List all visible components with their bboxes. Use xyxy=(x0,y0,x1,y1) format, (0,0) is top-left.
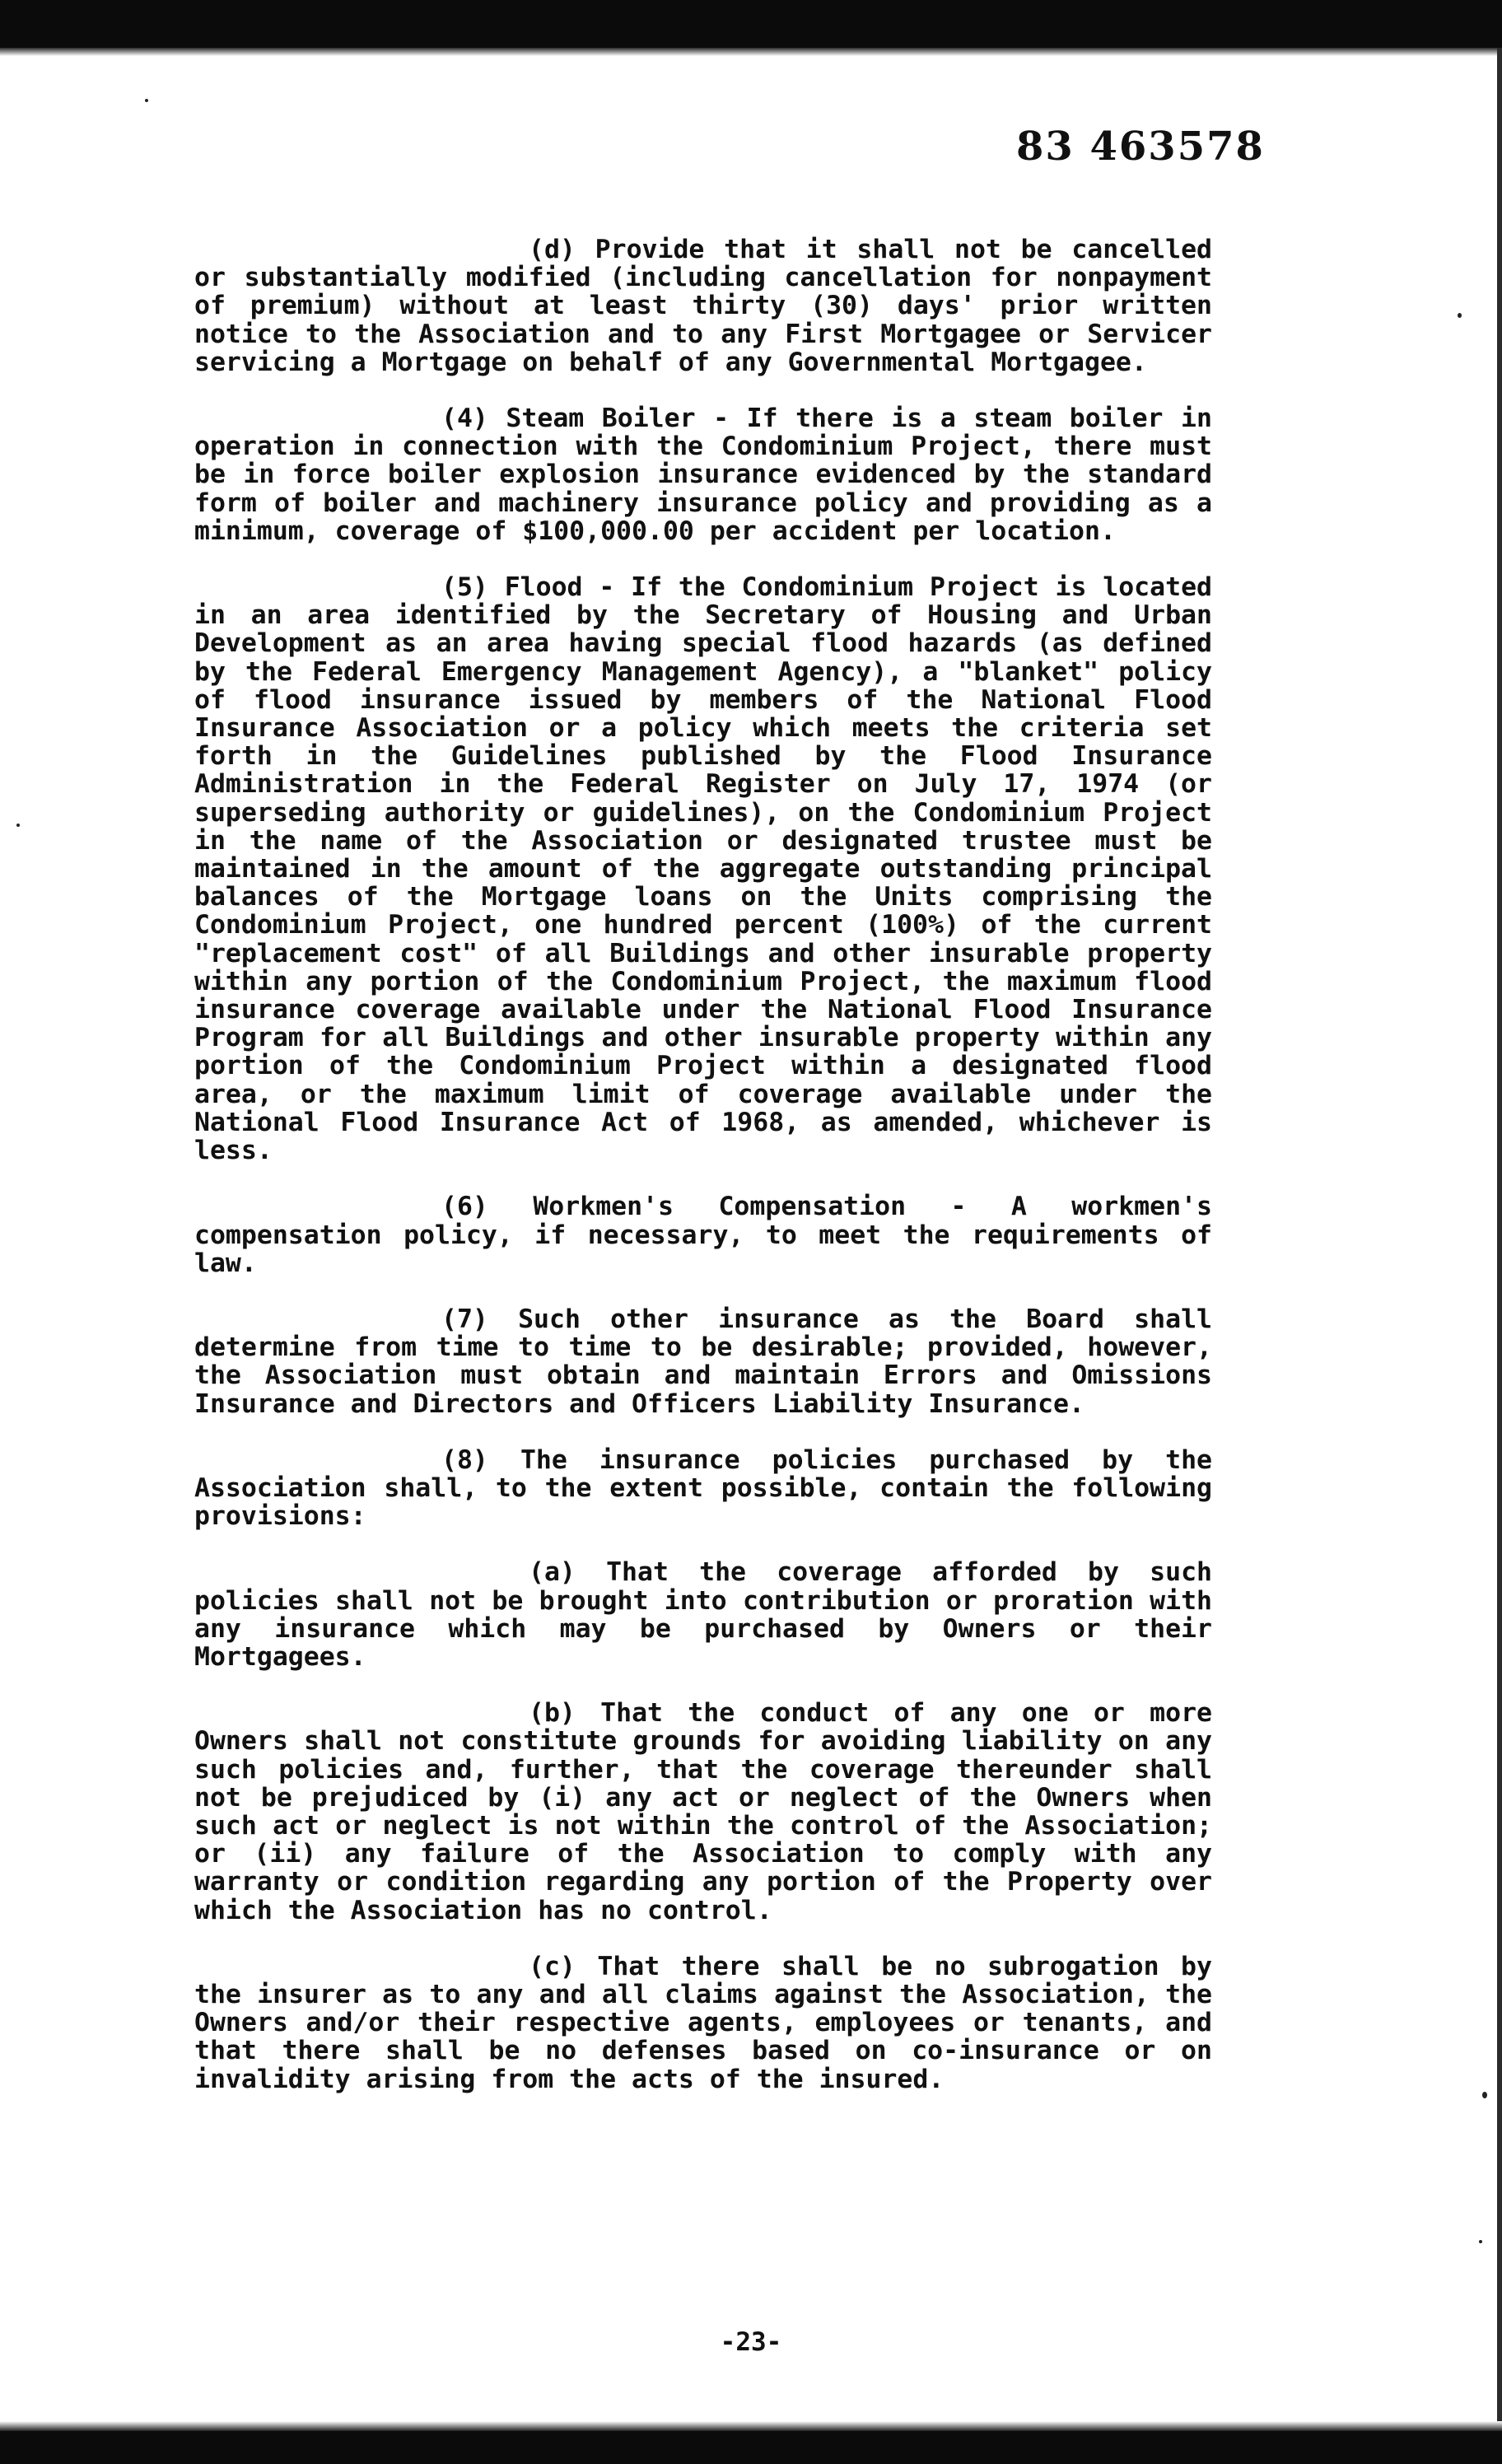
scan-border-top xyxy=(0,0,1502,48)
document-recording-number: 83 463578 xyxy=(1016,124,1265,170)
paragraph-8-policy-provisions: (8) The insurance policies purchased by the Association shall, to the extent possible, contain the following provisions: xyxy=(194,1444,1212,1532)
paragraph-4-steam-boiler: (4) Steam Boiler - If there is a steam boiler in operation in connection with the Condominium Project, there must be in force boiler explosion insurance evidenced by the standard form of boiler and machinery insurance policy and providing as a minimum, coverage of $100,000.00 per accident per location. xyxy=(194,404,1212,546)
paragraph-d-cancellation-notice: (d) Provide that it shall not be cancelled or substantially modified (including cancellation for nonpayment of premium) without at least thirty (30) days' prior written notice to the Association and to any First Mortgagee or Servicer servicing a Mortgage on behalf of any Governmental Mortgagee. xyxy=(194,235,1212,377)
paragraph-6-workmens-compensation: (6) Workmen's Compensation - A workmen's compensation policy, if necessary, to meet the requirements of law. xyxy=(194,1192,1212,1278)
scan-speck xyxy=(1458,313,1462,318)
scan-border-right xyxy=(1497,48,1502,2431)
scan-border-bottom xyxy=(0,2431,1502,2464)
document-body xyxy=(194,236,1212,2121)
scan-border-bottom-shadow xyxy=(0,2421,1502,2431)
scan-speck xyxy=(1482,2092,1487,2098)
paragraph-a-coverage: (a) That the coverage afforded by such policies shall not be brought into contribution or proration with any insurance which may be purchased by Owners or their Mortgagees. xyxy=(194,1557,1212,1672)
paragraph-5-flood: (5) Flood - If the Condominium Project is located in an area identified by the Secretary of Housing and Urban Development as an area having special flood hazards (as defined by the Federal Emergency Management Agency), a "blanket" policy of flood insurance issued by members of the National Flood Insurance Association or a policy which meets the criteria set forth in the Guidelines published by the Flood Insurance Administration in the Federal Register on July 17, 1974 (or superseding authority or guidelines), on the Condominium Project in the name of the Association or designated trustee must be maintained in the amount of the aggregate outstanding principal balances of the Mortgage loans on the Units comprising the Condominium Project, one hundred percent (100%) of the current "replacement cost" of all Buildings and other insurable property within any portion of the Condominium Project, the maximum flood insurance coverage available under the National Flood Insurance Program for all Buildings and other insurable property within any portion of the Condominium Project within a designated flood area, or the maximum limit of coverage available under the National Flood Insurance Act of 1968, as amended, whichever is less. xyxy=(194,572,1212,1166)
page-number: -23- xyxy=(720,2327,782,2357)
scan-speck xyxy=(1479,2240,1482,2243)
paragraph-c-subrogation: (c) That there shall be no subrogation by the insurer as to any and all claims against the Association, the Owners and/or their respective agents, employees or tenants, and that there shall be no defenses based on co-insurance or on invalidity arising from the acts of the insured. xyxy=(194,1951,1212,2094)
paragraph-b-owner-conduct: (b) That the conduct of any one or more Owners shall not constitute grounds for avoiding liability on any such policies and, further, that the coverage thereunder shall not be prejudiced by (i) any act or neglect of the Owners when such act or neglect is not within the control of the Association; or (ii) any failure of the Association to comply with any warranty or condition regarding any portion of the Property over which the Association has no control. xyxy=(194,1698,1212,1925)
scan-speck xyxy=(16,824,20,827)
scan-border-top-shadow xyxy=(0,48,1502,56)
scan-speck xyxy=(145,99,148,102)
paragraph-7-other-insurance: (7) Such other insurance as the Board shall determine from time to time to be desirable; provided, however, the Association must obtain and maintain Errors and Omissions Insurance and Directors and Officers Liability Insurance. xyxy=(194,1304,1212,1419)
